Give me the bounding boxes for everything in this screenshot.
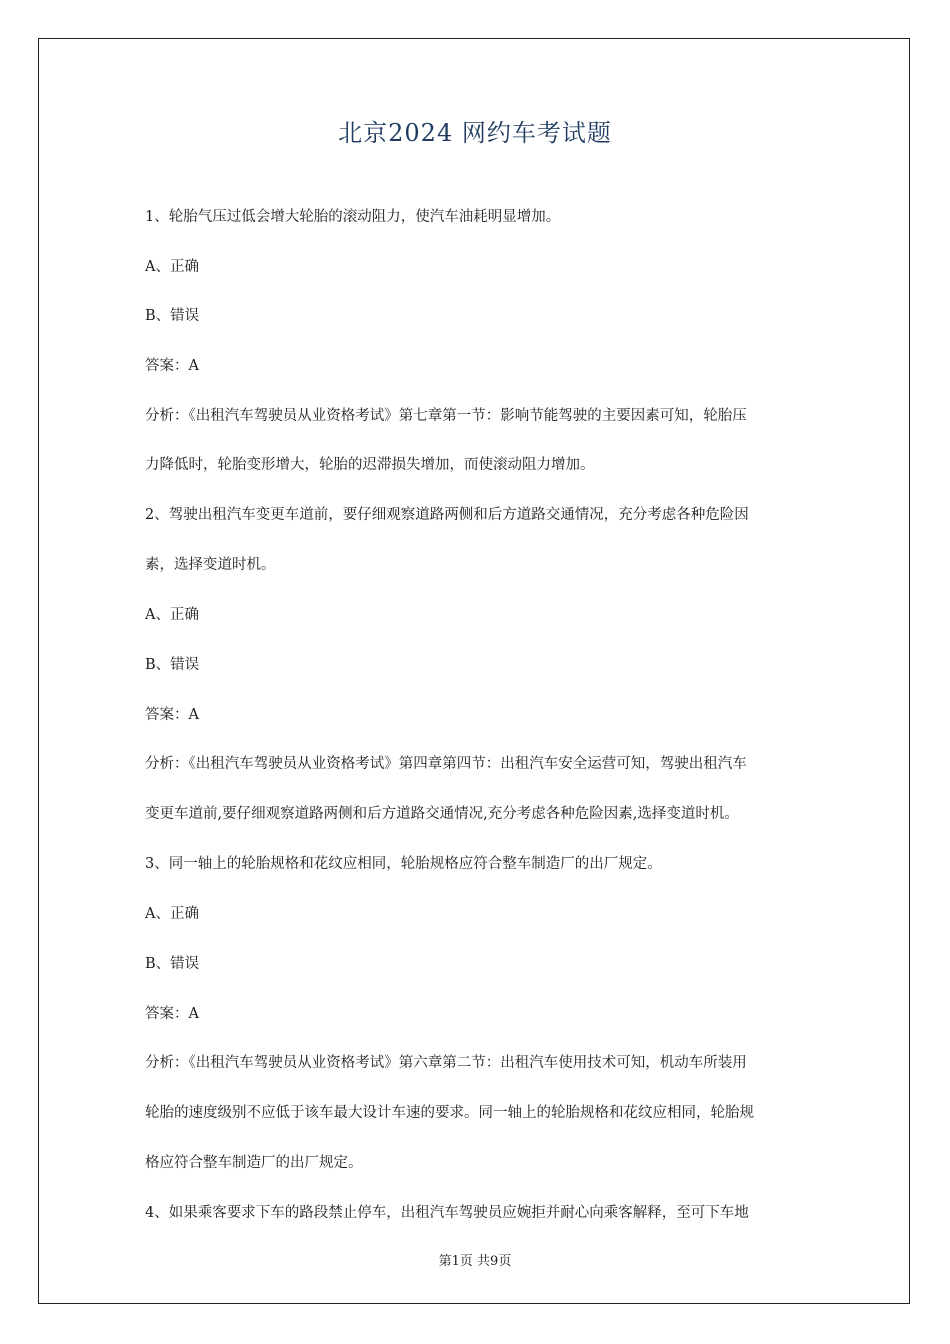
page-footer: 第1页 共9页 bbox=[438, 1254, 512, 1269]
question-3-analysis-line-3: 格应符合整车制造厂的出厂规定。 bbox=[145, 1155, 363, 1171]
question-3-analysis-line-1: 分析：《出租汽车驾驶员从业资格考试》第六章第二节：出租汽车使用技术可知，机动车所装用 bbox=[145, 1055, 747, 1071]
question-3-answer: 答案：A bbox=[145, 1006, 199, 1022]
question-1-answer: 答案：A bbox=[145, 358, 199, 374]
question-2-analysis-line-1: 分析：《出租汽车驾驶员从业资格考试》第四章第四节：出租汽车安全运营可知，驾驶出租汽车 bbox=[145, 756, 747, 772]
question-1-text: 1、轮胎气压过低会增大轮胎的滚动阻力，使汽车油耗明显增加。 bbox=[145, 209, 561, 225]
question-1-analysis-line-1: 分析：《出租汽车驾驶员从业资格考试》第七章第一节：影响节能驾驶的主要因素可知，轮胎压 bbox=[145, 408, 747, 424]
question-1-analysis-line-2: 力降低时，轮胎变形增大，轮胎的迟滞损失增加，而使滚动阻力增加。 bbox=[145, 457, 595, 473]
document-title: 北京2024 网约车考试题 bbox=[338, 119, 612, 147]
question-3-analysis-line-2: 轮胎的速度级别不应低于该车最大设计车速的要求。同一轴上的轮胎规格和花纹应相同，轮胎规 bbox=[145, 1105, 754, 1121]
question-3-option-b: B、错误 bbox=[145, 956, 200, 972]
question-4-text-line-1: 4、如果乘客要求下车的路段禁止停车，出租汽车驾驶员应婉拒并耐心向乘客解释，至可下车地 bbox=[145, 1205, 749, 1221]
question-2-option-b: B、错误 bbox=[145, 657, 200, 673]
question-2-text-line-1: 2、驾驶出租汽车变更车道前，要仔细观察道路两侧和后方道路交通情况，充分考虑各种危险因 bbox=[145, 507, 749, 523]
question-3-option-a: A、正确 bbox=[145, 906, 199, 922]
question-1-option-a: A、正确 bbox=[145, 259, 199, 275]
question-2-analysis-line-2: 变更车道前,要仔细观察道路两侧和后方道路交通情况,充分考虑各种危险因素,选择变道时机。 bbox=[145, 806, 739, 822]
question-2-answer: 答案：A bbox=[145, 707, 199, 723]
question-2-text-line-2: 素，选择变道时机。 bbox=[145, 557, 276, 573]
question-1-option-b: B、错误 bbox=[145, 308, 200, 324]
question-3-text: 3、同一轴上的轮胎规格和花纹应相同，轮胎规格应符合整车制造厂的出厂规定。 bbox=[145, 856, 662, 872]
question-2-option-a: A、正确 bbox=[145, 607, 199, 623]
